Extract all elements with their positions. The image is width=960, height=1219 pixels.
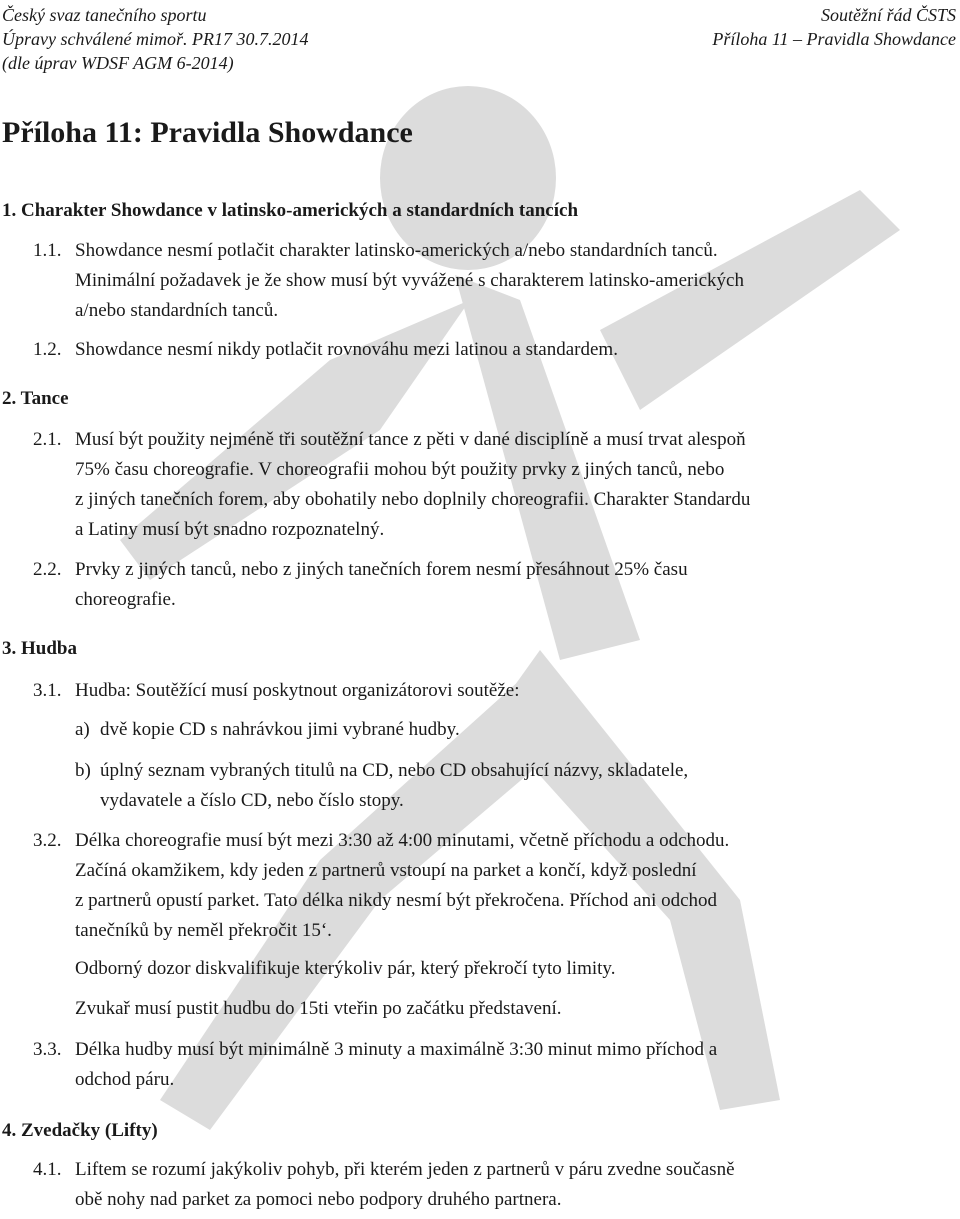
paragraph-number: 3.1. [33, 680, 62, 701]
header-line: Český svaz tanečního sportu [2, 5, 207, 25]
header-line: (dle úprav WDSF AGM 6-2014) [2, 53, 234, 73]
header-line: Soutěžní řád ČSTS [820, 5, 956, 25]
paragraph-line: a Latiny musí být snadno rozpoznatelný. [75, 519, 385, 540]
paragraph-line: Délka choreografie musí být mezi 3:30 až 4:00 minutami, včetně příchodu a odchodu. [75, 830, 730, 851]
section-heading: 3. Hudba [2, 638, 77, 659]
paragraph-line: z partnerů opustí parket. Tato délka nikdy nesmí být překročena. Příchod ani odchod [75, 890, 718, 911]
paragraph-number: 2.2. [33, 559, 62, 580]
paragraph-line: Liftem se rozumí jakýkoliv pohyb, při kterém jeden z partnerů v páru zvedne současně [75, 1159, 735, 1180]
paragraph-line: Odborný dozor diskvalifikuje kterýkoliv pár, který překročí tyto limity. [75, 958, 616, 979]
header-line: Úpravy schválené mimoř. PR17 30.7.2014 [2, 29, 309, 49]
paragraph-line: Hudba: Soutěžící musí poskytnout organizátorovi soutěže: [75, 680, 520, 701]
paragraph-number: 1.2. [33, 339, 62, 360]
paragraph-number: 4.1. [33, 1159, 62, 1180]
paragraph-line: Minimální požadavek je že show musí být vyvážené s charakterem latinsko-amerických [75, 270, 744, 291]
paragraph-line: 75% času choreografie. V choreografii mohou být použity prvky z jiných tanců, nebo [75, 459, 725, 480]
section-heading: 1. Charakter Showdance v latinsko-amerických a standardních tancích [2, 200, 579, 221]
paragraph-line: Showdance nesmí nikdy potlačit rovnováhu mezi latinou a standardem. [75, 339, 618, 360]
section-heading: 4. Zvedačky (Lifty) [2, 1120, 158, 1141]
paragraph-line: tanečníků by neměl překročit 15‘. [75, 920, 332, 941]
paragraph-line: Prvky z jiných tanců, nebo z jiných tanečních forem nesmí přesáhnout 25% času [75, 559, 688, 580]
list-marker: b) [75, 760, 91, 781]
paragraph-line: dvě kopie CD s nahrávkou jimi vybrané hudby. [100, 719, 460, 740]
paragraph-line: vydavatele a číslo CD, nebo číslo stopy. [100, 790, 404, 811]
paragraph-line: a/nebo standardních tanců. [75, 300, 279, 321]
paragraph-line: choreografie. [75, 589, 176, 610]
paragraph-line: Začíná okamžikem, kdy jeden z partnerů vstoupí na parket a končí, když poslední [75, 860, 697, 881]
paragraph-number: 3.3. [33, 1039, 62, 1060]
header-left [2, 3, 308, 75]
paragraph-line: Délka hudby musí být minimálně 3 minuty a maximálně 3:30 minut mimo příchod a [75, 1039, 718, 1060]
list-marker: a) [75, 719, 90, 740]
paragraph-line: Showdance nesmí potlačit charakter latinsko-amerických a/nebo standardních tanců. [75, 240, 718, 261]
page-title: Příloha 11: Pravidla Showdance [2, 116, 413, 149]
paragraph-number: 1.1. [33, 240, 62, 261]
paragraph-line: z jiných tanečních forem, aby obohatily nebo doplnily choreografii. Charakter Standardu [75, 489, 751, 510]
paragraph-line: obě nohy nad parket za pomoci nebo podpory druhého partnera. [75, 1189, 562, 1210]
paragraph-line: odchod páru. [75, 1069, 175, 1090]
header-right [712, 3, 956, 51]
paragraph-line: úplný seznam vybraných titulů na CD, nebo CD obsahující názvy, skladatele, [100, 760, 689, 781]
paragraph-line: Musí být použity nejméně tři soutěžní tance z pěti v dané disciplíně a musí trvat alespoň [75, 429, 746, 450]
paragraph-number: 2.1. [33, 429, 62, 450]
paragraph-number: 3.2. [33, 830, 62, 851]
header-line: Příloha 11 – Pravidla Showdance [712, 29, 956, 49]
section-heading: 2. Tance [2, 388, 69, 409]
paragraph-line: Zvukař musí pustit hudbu do 15ti vteřin po začátku představení. [75, 998, 562, 1019]
